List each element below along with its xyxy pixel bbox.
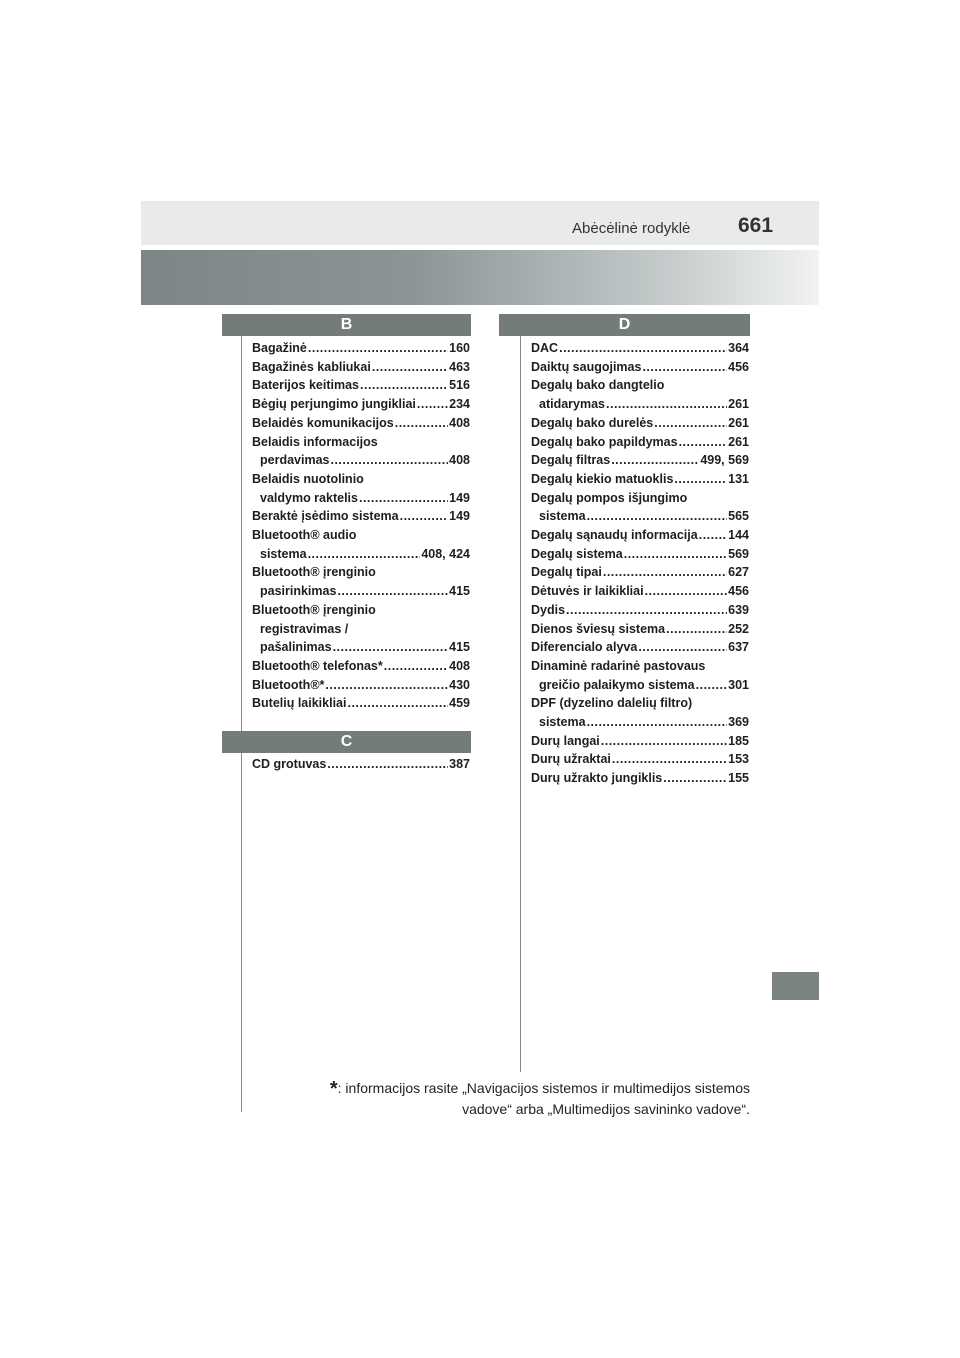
index-entry-row	[531, 601, 749, 620]
index-entry-row	[252, 489, 470, 508]
dot-leader	[674, 470, 727, 489]
index-entry-row	[531, 526, 749, 545]
page-number: 661	[738, 214, 774, 237]
index-entry	[531, 732, 749, 751]
index-entry-row	[252, 755, 470, 774]
index-entry-page: 639	[728, 602, 749, 617]
index-list-b	[252, 339, 470, 713]
index-entry-term: Dienos šviesų sistema	[531, 621, 666, 636]
dot-leader	[606, 395, 727, 414]
index-entry-line: Bluetooth® audio	[252, 528, 357, 543]
dot-leader	[400, 507, 449, 526]
index-entry	[531, 620, 749, 639]
dot-leader	[308, 545, 421, 564]
index-entry-term: Diferencialo alyva	[531, 640, 638, 655]
dot-leader	[611, 451, 699, 470]
dot-leader	[699, 526, 727, 545]
index-entry	[252, 470, 470, 507]
index-entry-page: 234	[449, 397, 470, 412]
index-entry-term: sistema	[539, 509, 586, 524]
dot-leader	[645, 582, 728, 601]
index-entry-line: Dinaminė radarinė pastovaus	[531, 658, 706, 673]
index-entry-term: Durų užraktai	[531, 752, 611, 767]
index-entry-term: Dydis	[531, 602, 566, 617]
index-entry-row	[252, 657, 470, 676]
dot-leader	[384, 657, 448, 676]
index-entry	[252, 339, 470, 358]
footnote	[286, 1078, 750, 1119]
index-entry-line: Belaidis informacijos	[252, 434, 378, 449]
index-entry-row	[531, 582, 749, 601]
index-entry	[531, 358, 749, 377]
index-entry-page: 153	[728, 752, 749, 767]
dot-leader	[612, 750, 727, 769]
index-entry	[531, 694, 749, 731]
index-entry-term: DAC	[531, 341, 559, 355]
index-entry-term: Durų langai	[531, 733, 600, 748]
decorative-gradient-band	[141, 250, 819, 305]
index-entry	[531, 451, 749, 470]
index-entry-row	[531, 620, 749, 639]
index-entry-line: Bluetooth® įrenginio	[252, 602, 376, 617]
index-entry-term: atidarymas	[539, 397, 606, 412]
index-entry	[531, 582, 749, 601]
index-entry	[531, 545, 749, 564]
index-entry-term: Degalų tipai	[531, 565, 602, 580]
index-entry-row	[531, 732, 749, 751]
index-entry-row	[252, 395, 470, 414]
index-entry	[531, 489, 749, 526]
index-entry	[531, 657, 749, 694]
dot-leader	[663, 769, 727, 788]
index-entry-page: 408	[449, 415, 470, 430]
dot-leader	[559, 339, 727, 358]
index-entry-page: 369	[728, 715, 749, 730]
index-entry-term: Butelių laikikliai	[252, 696, 347, 711]
index-entry	[252, 694, 470, 713]
index-entry-term: pašalinimas	[260, 640, 332, 655]
index-entry-page: 463	[449, 359, 470, 374]
dot-leader	[696, 676, 728, 695]
index-entry-term: Bagažinės kabliukai	[252, 359, 371, 374]
index-entry	[252, 395, 470, 414]
index-entry-row	[531, 713, 749, 732]
index-entry-page: 415	[449, 640, 470, 655]
asterisk-icon: *	[329, 1078, 338, 1100]
dot-leader	[666, 620, 727, 639]
index-entry	[252, 563, 470, 600]
dot-leader	[327, 755, 448, 774]
index-entry	[252, 358, 470, 377]
index-entry-page: 408, 424	[421, 546, 470, 561]
index-entry	[252, 433, 470, 470]
index-entry-page: 456	[728, 359, 749, 374]
index-entry-term: pasirinkimas	[260, 584, 337, 599]
index-entry-row	[252, 451, 470, 470]
index-entry-term: Degalų bako durelės	[531, 415, 654, 430]
index-entry-page: 149	[449, 490, 470, 505]
header-bar	[141, 201, 819, 245]
index-entry	[531, 414, 749, 433]
dot-leader	[654, 414, 727, 433]
index-entry-line: Degalų bako dangtelio	[531, 378, 665, 393]
section-header-c: C	[222, 731, 471, 753]
index-entry-term: Degalų sąnaudų informacija	[531, 528, 698, 543]
section-header-b: B	[222, 314, 471, 336]
column-divider-left	[241, 315, 242, 1112]
index-list-c	[252, 755, 470, 774]
index-entry-row	[531, 395, 749, 414]
index-entry-term: valdymo raktelis	[260, 490, 358, 505]
index-entry-row	[531, 676, 749, 695]
dot-leader	[587, 713, 728, 732]
index-entry-page: 261	[728, 434, 749, 449]
index-entry-page: 637	[728, 640, 749, 655]
index-list-d	[531, 339, 749, 788]
index-entry-page: 459	[449, 696, 470, 711]
index-entry	[252, 601, 470, 657]
dot-leader	[679, 433, 728, 452]
index-entry-term: sistema	[539, 715, 586, 730]
dot-leader	[601, 732, 727, 751]
index-entry-page: 456	[728, 584, 749, 599]
index-entry-page: 144	[728, 528, 749, 543]
index-entry	[252, 376, 470, 395]
index-entry-row	[252, 694, 470, 713]
index-entry-line: registravimas /	[260, 621, 349, 636]
dot-leader	[395, 414, 448, 433]
dot-leader	[417, 395, 448, 414]
index-entry	[531, 638, 749, 657]
index-entry-term: Degalų filtras	[531, 453, 611, 468]
index-entry-row	[531, 414, 749, 433]
dot-leader	[587, 507, 728, 526]
index-entry-term: Bagažinė	[252, 341, 307, 355]
index-entry	[531, 433, 749, 452]
index-entry	[531, 601, 749, 620]
index-entry-row	[531, 507, 749, 526]
index-entry-row	[531, 339, 749, 358]
footnote-line-1	[286, 1078, 750, 1099]
index-entry-page: 261	[728, 415, 749, 430]
index-entry	[252, 414, 470, 433]
index-entry-page: 155	[728, 771, 749, 786]
index-entry-row	[531, 433, 749, 452]
index-entry-row	[531, 750, 749, 769]
index-entry-term: Bluetooth® telefonas*	[252, 658, 383, 673]
index-entry-term: Degalų sistema	[531, 546, 623, 561]
index-entry-row	[252, 545, 470, 564]
index-entry-page: 185	[728, 733, 749, 748]
index-entry-term: Bėgių perjungimo jungikliai	[252, 397, 416, 412]
index-entry-row	[252, 507, 470, 526]
index-entry-page: 408	[449, 453, 470, 468]
index-entry-row	[252, 358, 470, 377]
dot-leader	[337, 582, 448, 601]
index-entry-line: Bluetooth® įrenginio	[252, 565, 376, 580]
index-entry-term: perdavimas	[260, 453, 330, 468]
chapter-thumb-tab	[772, 972, 819, 1000]
dot-leader	[603, 563, 727, 582]
index-entry-term: Degalų bako papildymas	[531, 434, 678, 449]
index-entry-term: sistema	[260, 546, 307, 561]
dot-leader	[359, 489, 448, 508]
index-entry-page: 627	[728, 565, 749, 580]
index-entry-row	[252, 676, 470, 695]
index-entry-row	[252, 414, 470, 433]
index-entry-term: Daiktų saugojimas	[531, 359, 642, 374]
dot-leader	[638, 638, 727, 657]
dot-leader	[333, 638, 449, 657]
dot-leader	[325, 676, 448, 695]
index-entry-term: CD grotuvas	[252, 757, 327, 771]
index-entry-page: 301	[728, 677, 749, 692]
index-entry-row	[531, 358, 749, 377]
dot-leader	[308, 339, 448, 358]
index-entry-row	[531, 769, 749, 788]
index-entry-term: Degalų kiekio matuoklis	[531, 471, 674, 486]
index-entry	[531, 750, 749, 769]
footnote-line-2: vadove“ arba „Multimedijos savininko vadove“.	[462, 1101, 750, 1117]
index-entry-page: 408	[449, 658, 470, 673]
index-entry	[252, 657, 470, 676]
index-entry-page: 565	[728, 509, 749, 524]
index-entry-row	[252, 638, 470, 657]
index-entry-line: DPF (dyzelino dalelių filtro)	[531, 696, 693, 711]
index-entry-page: 387	[449, 757, 470, 771]
index-entry-page: 252	[728, 621, 749, 636]
running-header-title: Abėcėlinė rodyklė	[572, 220, 691, 237]
index-entry	[531, 470, 749, 489]
index-entry-term: Belaidės komunikacijos	[252, 415, 394, 430]
index-entry-page: 160	[449, 341, 470, 355]
index-entry-row	[531, 545, 749, 564]
index-entry-page: 569	[728, 546, 749, 561]
index-entry-page: 131	[728, 471, 749, 486]
index-entry-term: Baterijos keitimas	[252, 378, 359, 393]
dot-leader	[624, 545, 727, 564]
index-entry	[531, 526, 749, 545]
index-entry-row	[531, 638, 749, 657]
index-entry-page: 430	[449, 677, 470, 692]
index-entry-page: 149	[449, 509, 470, 524]
index-entry-page: 364	[728, 341, 749, 355]
index-entry-row	[252, 582, 470, 601]
index-entry-term: greičio palaikymo sistema	[539, 677, 695, 692]
index-entry	[252, 676, 470, 695]
index-entry-row	[252, 339, 470, 358]
index-entry-page: 499, 569	[700, 453, 749, 468]
index-entry-page: 516	[449, 378, 470, 393]
index-entry-line: Degalų pompos išjungimo	[531, 490, 688, 505]
dot-leader	[330, 451, 448, 470]
index-entry-term: Dėtuvės ir laikikliai	[531, 584, 644, 599]
index-entry	[252, 507, 470, 526]
index-entry	[252, 755, 470, 774]
index-entry	[252, 526, 470, 563]
footnote-text-1: : informacijos rasite „Navigacijos sistemos ir multimedijos sistemos	[337, 1080, 750, 1096]
index-entry-term: Bluetooth®*	[252, 677, 325, 692]
dot-leader	[642, 358, 727, 377]
index-entry-row	[531, 470, 749, 489]
index-entry-page: 261	[728, 397, 749, 412]
index-entry-term: Durų užrakto jungiklis	[531, 771, 663, 786]
index-entry	[531, 339, 749, 358]
index-entry	[531, 769, 749, 788]
column-divider-middle	[520, 315, 521, 1072]
index-entry	[531, 563, 749, 582]
index-entry-row	[252, 376, 470, 395]
index-entry-row	[531, 451, 749, 470]
index-entry	[531, 376, 749, 413]
index-entry-row	[531, 563, 749, 582]
index-entry-line: Belaidis nuotolinio	[252, 471, 364, 486]
index-entry-term: Beraktė įsėdimo sistema	[252, 509, 399, 524]
index-entry-page: 415	[449, 584, 470, 599]
dot-leader	[360, 376, 448, 395]
dot-leader	[566, 601, 727, 620]
section-header-d: D	[499, 314, 750, 336]
dot-leader	[372, 358, 448, 377]
dot-leader	[347, 694, 448, 713]
